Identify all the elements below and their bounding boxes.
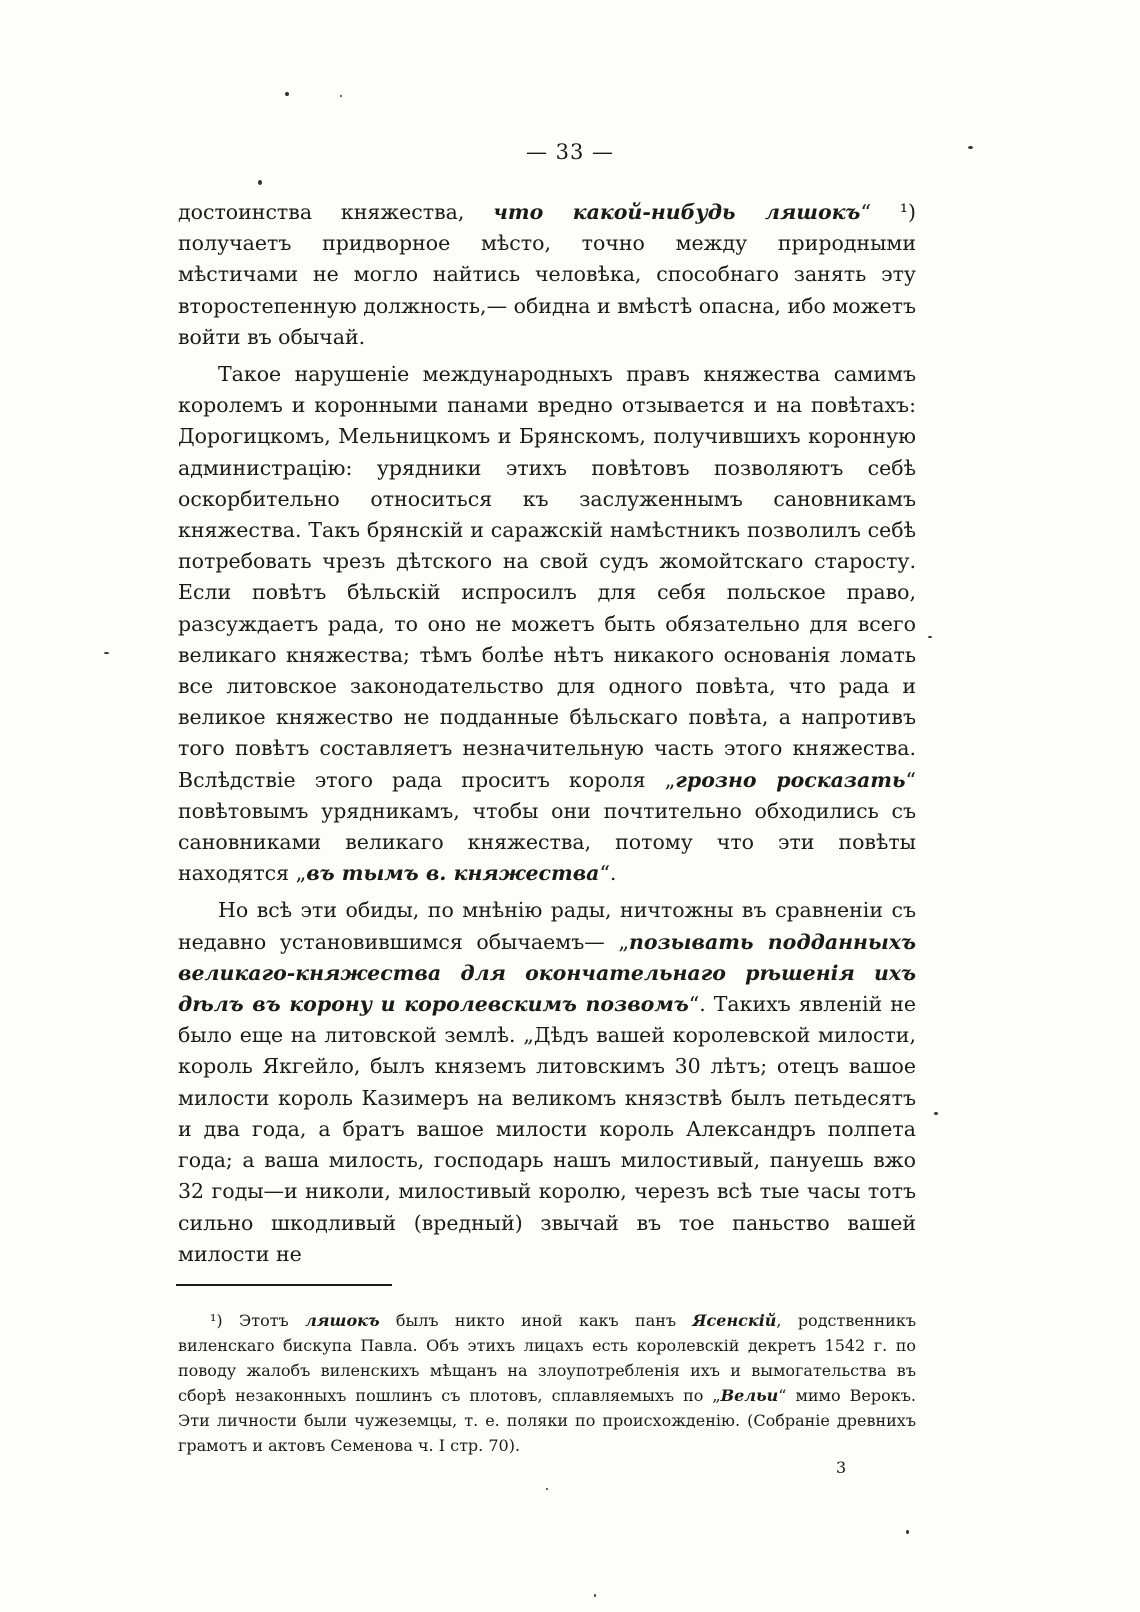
text-run: “ повѣтовымъ урядникамъ, чтобы они почтительно обходились съ сановниками великаго княжества, потому что эти повѣты находятся „ (178, 767, 916, 886)
scan-speck (968, 146, 973, 149)
paragraph-1 (178, 197, 916, 353)
footnote-text (178, 1308, 916, 1458)
scan-speck (906, 1530, 909, 1534)
text-run: Но всѣ эти обиды, по мнѣнію рады, ничтожны въ сравненіи съ недавно установившимся обычаемъ— „ (178, 898, 916, 954)
italic-term: ляшокъ (305, 1311, 380, 1330)
text-run: , родственникъ виленскаго бискупа Павла. Объ этихъ лицахъ есть королевскій декретъ 1542 г. по поводу жалобъ виленскихъ мѣщанъ на злоупотребленія ихъ и вымогательства въ сборѣ незаконныхъ пошлинъ съ плотовъ, сплавляемыхъ по „ (178, 1311, 916, 1405)
italic-quote: позывать подданныхъ великаго-княжества для окончательнаго рѣшенія ихъ дѣлъ въ корону и королевскимъ позвомъ (178, 929, 916, 1017)
italic-term: Вельи (720, 1386, 779, 1405)
scan-speck (934, 1112, 938, 1115)
text-run: “. (599, 861, 617, 886)
italic-quote: грозно росказать (675, 767, 906, 792)
text-run: “ ¹) получаетъ придворное мѣсто, точно между природными мѣстичами не могло найтись человѣка, способнаго занять эту второстепенную должность,— обидна и вмѣстѣ опасна, ибо можетъ войти въ обычай. (178, 200, 916, 349)
scan-speck (594, 1594, 596, 1597)
text-run: “ мимо Верокъ. Эти личности были чужеземцы, т. е. поляки по происхожденію. (Собраніе древнихъ грамотъ и актовъ Семенова ч. I стр. 70). (178, 1386, 917, 1455)
signature-mark: 3 (836, 1458, 847, 1477)
scan-speck (258, 180, 262, 185)
text-run: “. Такихъ явленій не было еще на литовской землѣ. „Дѣдъ вашей королевской милости, король Якгейло, былъ княземъ литовскимъ 30 лѣтъ; отецъ вашое милости король Казимеръ на великомъ князствѣ былъ петьдесятъ и два года, а братъ вашое милости король Александръ полпета года; а ваша милость, господарь нашъ милостивый, пануешь вжо 32 годы—и николи, милостивый королю, черезъ всѣ тые часы тотъ сильно шкодливый (вредный) звычай въ тое паньство вашей милости не (178, 992, 917, 1266)
text-run: былъ никто иной какъ панъ (379, 1311, 693, 1330)
italic-quote: что какой-нибудь ляшокъ (493, 200, 861, 224)
scan-speck (546, 1488, 548, 1490)
scan-speck (340, 95, 342, 97)
paragraph-3 (178, 895, 916, 1269)
text-run: ¹) Этотъ (210, 1311, 306, 1330)
scan-speck (285, 92, 289, 96)
scan-speck (104, 652, 109, 654)
text-run: достоинства княжества, (178, 200, 494, 224)
paragraph-2 (178, 359, 916, 889)
italic-term: Ясенскій (692, 1311, 777, 1330)
footnote (178, 1308, 916, 1458)
text-run: Такое нарушеніе международныхъ правъ княжества самимъ королемъ и коронными панами вредно отзывается и на повѣтахъ: Дорогицкомъ, Мельницкомъ и Брянскомъ, получившихъ коронную администрацію: урядники этихъ повѣтовъ позволяютъ себѣ оскорбительно относиться къ заслуженнымъ сановникамъ княжества. Такъ брянскій и саражскій намѣстникъ позволилъ себѣ потребовать чрезъ дѣтского на свой судъ жомойтскаго старосту. Если повѣтъ бѣльскій испросилъ для себя польское право, разсуждаетъ рада, то оно не можетъ быть обязательно для всего великаго княжества; тѣмъ болѣе нѣтъ никакого основанія ломать все литовское законодательство для одного повѣта, что рада и великое княжество не подданные бѣльскаго повѣта, а напротивъ того повѣтъ составляетъ незначительную часть этого княжества. Вслѣдствіе этого рада проситъ короля „ (178, 362, 916, 792)
footnote-separator (176, 1284, 392, 1286)
scan-speck (928, 636, 932, 638)
italic-quote: въ тымъ в. княжества (306, 861, 600, 886)
page-number-header: — 33 — (525, 140, 615, 164)
main-text (178, 197, 916, 1270)
